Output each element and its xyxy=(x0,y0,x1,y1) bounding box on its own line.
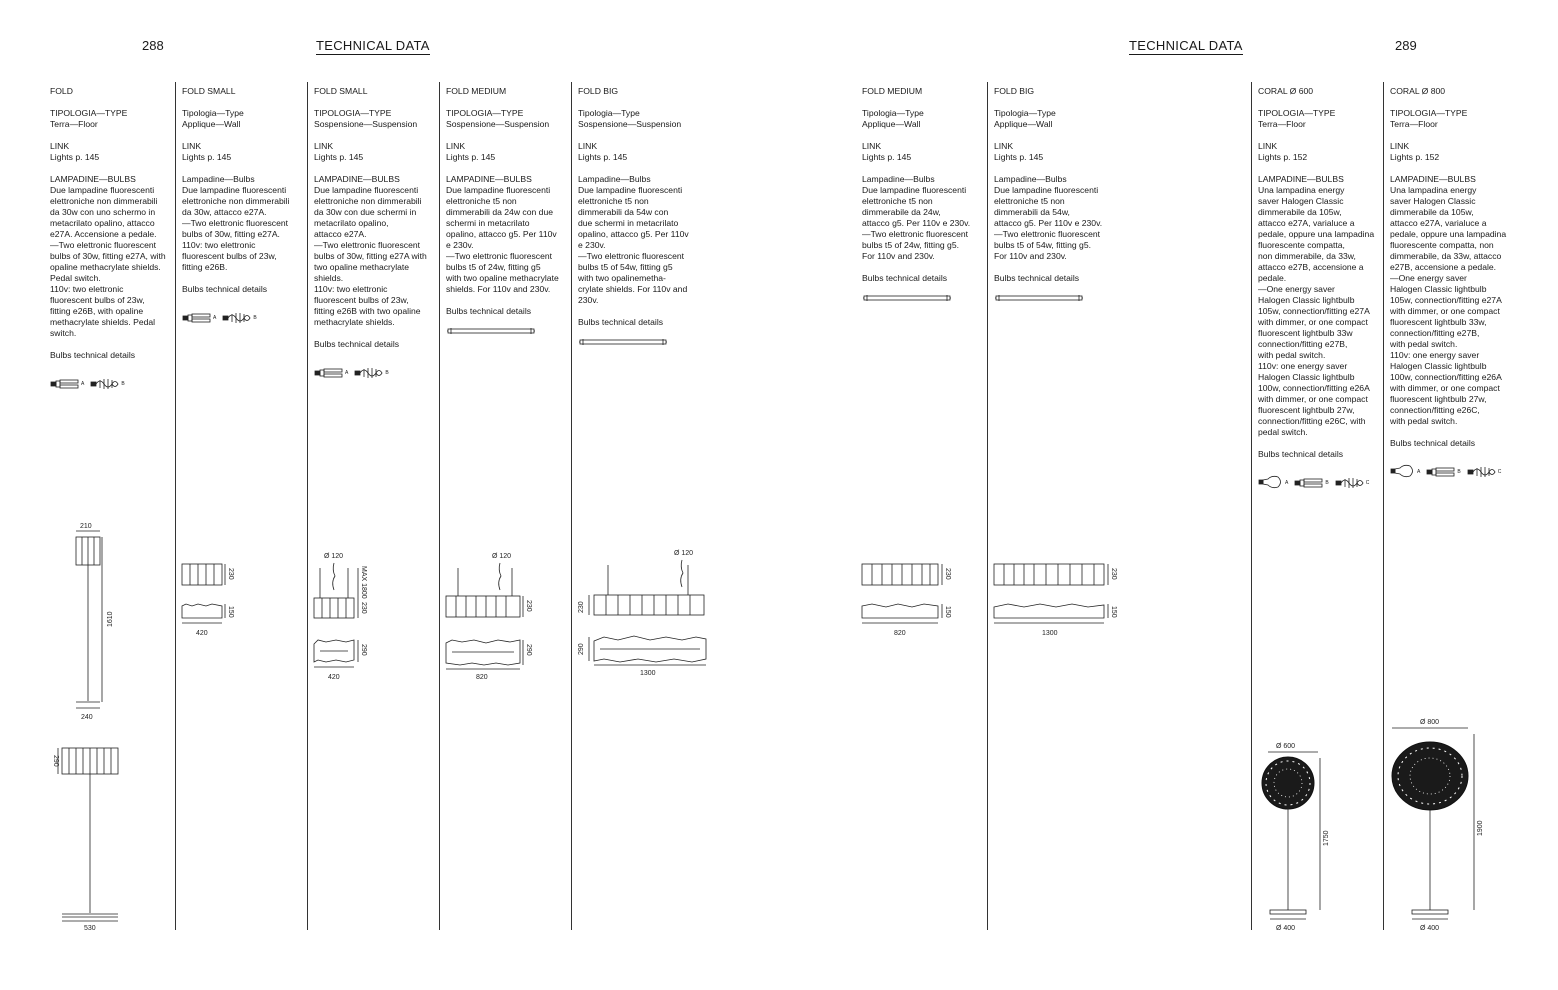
type-value: Sospensione—Suspension xyxy=(578,119,682,129)
bulbs-details-label: Bulbs technical details xyxy=(446,306,532,316)
t5-tube-icon xyxy=(862,294,953,302)
fold-floor-drawing xyxy=(46,515,176,935)
bulbs-details-label: Bulbs technical details xyxy=(182,284,268,294)
type-block xyxy=(1258,108,1380,130)
type-value: Terra—Floor xyxy=(50,119,98,129)
bulb-letter: C xyxy=(1497,469,1502,475)
bulbs-label: Lampadine—Bulbs xyxy=(182,174,255,184)
coral-800-drawing xyxy=(1386,714,1506,934)
bulb-letter: C xyxy=(1365,480,1370,486)
product-name: FOLD SMALL xyxy=(314,86,368,96)
column-divider xyxy=(307,82,308,930)
type-block xyxy=(314,108,436,130)
bulbs-block xyxy=(1258,174,1380,438)
link-label: LINK xyxy=(50,141,70,151)
type-block xyxy=(994,108,1116,130)
link-value[interactable]: Lights p. 145 xyxy=(446,152,496,162)
bulbs-block xyxy=(50,174,172,339)
dim-label: Ø 120 xyxy=(324,553,344,560)
dim-label: 290 xyxy=(578,643,585,655)
spec-column-fold-medium-wall xyxy=(862,86,984,305)
spec-column-fold-floor xyxy=(50,86,172,390)
link-label: LINK xyxy=(446,141,466,151)
product-name: FOLD xyxy=(50,86,73,96)
bulbs-details-label: Bulbs technical details xyxy=(50,350,136,360)
dim-label: 230 xyxy=(578,601,585,613)
fold-small-suspension-drawing xyxy=(310,548,390,683)
bulbs-label: LAMPADINE—BULBS xyxy=(50,174,136,184)
dim-label: 1750 xyxy=(1323,830,1330,846)
bulbs-label: Lampadine—Bulbs xyxy=(578,174,651,184)
link-block xyxy=(994,141,1116,163)
link-block xyxy=(182,141,304,163)
t5-tube-icon xyxy=(578,338,669,346)
t5-tube-icon xyxy=(994,294,1085,302)
type-value: Terra—Floor xyxy=(1390,119,1438,129)
dim-label: 1300 xyxy=(640,670,656,677)
link-label: LINK xyxy=(994,141,1014,151)
dim-label: 290 xyxy=(360,644,367,656)
page-number-right: 289 xyxy=(1395,38,1417,53)
bulbs-label: LAMPADINE—BULBS xyxy=(446,174,532,184)
bulbs-details-label: Bulbs technical details xyxy=(1258,449,1344,459)
column-divider xyxy=(439,82,440,930)
t5-tube-icon xyxy=(446,327,537,335)
type-label: TIPOLOGIA—TYPE xyxy=(1390,108,1468,118)
bulbs-description: Due lampadine fluorescenti elettroniche t5 non dimmerabile da 24w, attacco g5. Per 110v e 230v. —Two elettronic fluorescent bulbs t5 of 24w, fitting g5. For 110v and 230v. xyxy=(862,185,971,261)
type-label: Tipologia—Type xyxy=(862,108,924,118)
dim-label: 820 xyxy=(476,674,488,681)
dim-label: 420 xyxy=(196,630,208,637)
fluorescent-tube-bulb-icon xyxy=(1294,477,1328,489)
dim-label: Ø 600 xyxy=(1276,743,1296,750)
bulbs-label: LAMPADINE—BULBS xyxy=(1390,174,1476,184)
type-label: TIPOLOGIA—TYPE xyxy=(314,108,392,118)
spec-column-fold-small-wall xyxy=(182,86,304,324)
coral-600-drawing xyxy=(1254,738,1354,934)
fluorescent-tube-bulb-icon xyxy=(1426,466,1460,478)
bulb-icons xyxy=(182,304,304,324)
bulbs-label: Lampadine—Bulbs xyxy=(994,174,1067,184)
dim-label: 1610 xyxy=(107,611,114,627)
product-name: FOLD MEDIUM xyxy=(862,86,923,96)
page-title-left: TECHNICAL DATA xyxy=(316,38,430,53)
fold-medium-suspension-drawing xyxy=(442,548,542,683)
product-name: CORAL Ø 600 xyxy=(1258,86,1314,96)
link-label: LINK xyxy=(1258,141,1278,151)
bulb-letter: A xyxy=(1285,480,1289,486)
type-label: TIPOLOGIA—TYPE xyxy=(446,108,524,118)
bulbs-label: Lampadine—Bulbs xyxy=(862,174,935,184)
link-label: LINK xyxy=(314,141,334,151)
bulbs-description: Due lampadine fluorescenti elettroniche t5 non dimmerabili da 24w con due schermi in metacrilato opalino, attacco g5. Per 110v e 230v. —Two elettronic fluorescent bulbs t5 of 24w, fitting g5 with two opaline methacrylate shields. For 110v and 230v. xyxy=(446,185,559,294)
bulbs-details-label: Bulbs technical details xyxy=(862,273,948,283)
bulb-icons xyxy=(862,291,984,305)
dim-label: 150 xyxy=(227,606,234,618)
type-block xyxy=(50,108,172,130)
type-value: Sospensione—Suspension xyxy=(446,119,550,129)
dim-label: 150 xyxy=(1110,606,1117,618)
dim-label: Ø 800 xyxy=(1420,719,1440,726)
type-value: Applique—Wall xyxy=(994,119,1053,129)
bulb-icons xyxy=(1258,469,1380,489)
link-block xyxy=(50,141,172,163)
link-value[interactable]: Lights p. 145 xyxy=(994,152,1044,162)
bulb-letter: A xyxy=(81,381,85,387)
bulbs-block xyxy=(1390,174,1512,427)
type-value: Applique—Wall xyxy=(862,119,921,129)
dim-label: 1900 xyxy=(1477,820,1484,836)
spiral-bulb-icon xyxy=(354,367,388,379)
link-label: LINK xyxy=(862,141,882,151)
bulbs-block xyxy=(994,174,1116,262)
bulbs-description: Due lampadine fluorescenti elettroniche non dimmerabili da 30w, attacco e27A. —Two elettronic fluorescent bulbs of 30w, fitting e27A. 110v: two elettronic fluorescent bulbs of 23w, fitting e26B. xyxy=(182,185,290,272)
bulbs-description: Due lampadine fluorescenti elettroniche t5 non dimmerabili da 54w con due schermi in metacrilato opalino, attacco g5. Per 110v e 230v. —Two elettronic fluorescent bulbs t5 of 54w, fitting g5 with two opalinemetha- crylate shields. For 110v and 230v. xyxy=(578,185,689,305)
type-label: Tipologia—Type xyxy=(182,108,244,118)
link-block xyxy=(862,141,984,163)
link-value[interactable]: Lights p. 145 xyxy=(50,152,100,162)
column-divider xyxy=(1383,82,1384,930)
link-value[interactable]: Lights p. 145 xyxy=(314,152,364,162)
bulbs-details-label: Bulbs technical details xyxy=(578,317,664,327)
page-number-left: 288 xyxy=(142,38,164,53)
fluorescent-tube-bulb-icon xyxy=(314,367,348,379)
dim-label: 150 xyxy=(944,606,951,618)
fold-big-wall-drawing xyxy=(990,560,1140,640)
spec-column-fold-big-wall xyxy=(994,86,1116,305)
spec-column-coral-600 xyxy=(1258,86,1380,489)
link-block xyxy=(314,141,436,163)
spec-column-fold-big-suspension xyxy=(578,86,700,349)
dim-label: 230 xyxy=(1110,568,1117,580)
type-block xyxy=(446,108,568,130)
bulb-letter: B xyxy=(121,381,125,387)
bulb-letter: A xyxy=(213,315,217,321)
bulbs-block xyxy=(578,174,700,306)
link-value[interactable]: Lights p. 145 xyxy=(862,152,912,162)
type-value: Terra—Floor xyxy=(1258,119,1306,129)
type-label: Tipologia—Type xyxy=(994,108,1056,118)
link-block xyxy=(578,141,700,163)
column-divider xyxy=(987,82,988,930)
type-block xyxy=(862,108,984,130)
column-divider xyxy=(571,82,572,930)
bulbs-block xyxy=(446,174,568,295)
halogen-bulb-icon xyxy=(1390,464,1420,478)
dim-label: Ø 120 xyxy=(674,550,694,557)
spiral-bulb-icon xyxy=(90,378,124,390)
type-value: Applique—Wall xyxy=(182,119,241,129)
dim-label: 290 xyxy=(525,644,532,656)
bulb-letter: B xyxy=(385,370,389,376)
dim-label: 230 xyxy=(227,568,234,580)
bulb-letter: B xyxy=(1457,469,1461,475)
bulbs-block xyxy=(314,174,436,328)
bulb-icons xyxy=(446,324,568,338)
bulbs-description: Due lampadine fluorescenti elettroniche non dimmerabili da 30w con due schermi in metacrilato opalino, attacco e27A. —Two elettronic fluorescent bulbs of 30w, fitting e27A with two opaline methacrylate shields. 110v: two elettronic fluorescent bulbs of 23w, fitting e26B with two opaline methacrylate shields. xyxy=(314,185,427,327)
dim-label: Ø 400 xyxy=(1420,925,1440,932)
fold-small-wall-drawing xyxy=(178,560,248,640)
spiral-bulb-icon xyxy=(222,312,256,324)
link-label: LINK xyxy=(578,141,598,151)
bulbs-description: Una lampadina energy saver Halogen Classic dimmerabile da 105w, attacco e27A, varialuce a pedale, oppure una lampadina fluorescente compatta, non dimmerabile, da 33w, attacco e27B, accensione a pedale. —One energy saver Halogen Classic lightbulb 105w, connection/fitting e27A with dimmer, or one compact fluorescent lightbulb 33w, connection/fitting e27B, with pedal switch. 110v: one energy saver Halogen Classic lightbulb 100w, connection/fitting e26A with dimmer, or one compact fluorescent lightbulb 27w, connection/fitting e26C, with pedal switch. xyxy=(1390,185,1507,426)
bulbs-description: Una lampadina energy saver Halogen Classic dimmerabile da 105w, attacco e27A, varialuce a pedale, oppure una lampadina fluorescente compatta, non dimmerabile, da 33w, attacco e27B, accensione a pedale. —One energy saver Halogen Classic lightbulb 105w, connection/fitting e27A with dimmer, or one compact fluorescent lightbulb 33w connection/fitting e27B, with pedal switch. 110v: one energy saver Halogen Classic lightbulb 100w, connection/fitting e26A with dimmer, or one compact fluorescent lightbulb 27w, connection/fitting e26C, with pedal switch. xyxy=(1258,185,1375,437)
link-value[interactable]: Lights p. 145 xyxy=(182,152,232,162)
bulb-icons xyxy=(1390,458,1512,478)
spec-column-fold-small-suspension xyxy=(314,86,436,379)
product-name: FOLD BIG xyxy=(994,86,1035,96)
bulb-letter: B xyxy=(253,315,257,321)
bulbs-details-label: Bulbs technical details xyxy=(994,273,1080,283)
bulb-icons xyxy=(578,335,700,349)
spec-column-coral-800 xyxy=(1390,86,1512,478)
link-value[interactable]: Lights p. 145 xyxy=(578,152,628,162)
link-block xyxy=(1390,141,1512,163)
product-name: CORAL Ø 800 xyxy=(1390,86,1446,96)
bulbs-block xyxy=(182,174,304,273)
bulbs-label: LAMPADINE—BULBS xyxy=(1258,174,1344,184)
bulbs-label: LAMPADINE—BULBS xyxy=(314,174,400,184)
type-value: Sospensione—Suspension xyxy=(314,119,418,129)
link-block xyxy=(1258,141,1380,163)
dim-label: 240 xyxy=(81,714,93,721)
product-name: FOLD MEDIUM xyxy=(446,86,507,96)
bulb-icons xyxy=(314,359,436,379)
type-label: Tipologia—Type xyxy=(578,108,640,118)
link-value[interactable]: Lights p. 152 xyxy=(1258,152,1308,162)
bulb-letter: A xyxy=(345,370,349,376)
spec-column-fold-medium-suspension xyxy=(446,86,568,338)
type-block xyxy=(578,108,700,130)
dim-label: 820 xyxy=(894,630,906,637)
dim-label: MAX 1800 xyxy=(360,566,367,599)
dim-label: 420 xyxy=(328,674,340,681)
bulbs-description: Due lampadine fluorescenti elettroniche t5 non dimmerabili da 54w, attacco g5. Per 110v e 230v. —Two elettronic fluorescent bulbs t5 of 54w, fitting g5. For 110v and 230v. xyxy=(994,185,1103,261)
bulb-letter: B xyxy=(1325,480,1329,486)
page-title-right: TECHNICAL DATA xyxy=(1129,38,1243,53)
fluorescent-tube-bulb-icon xyxy=(50,378,84,390)
bulb-icons xyxy=(994,291,1116,305)
bulb-icons xyxy=(50,370,172,390)
link-value[interactable]: Lights p. 152 xyxy=(1390,152,1440,162)
coral-foliage xyxy=(1262,757,1314,809)
fold-medium-wall-drawing xyxy=(858,560,968,640)
dim-label: Ø 400 xyxy=(1276,925,1296,932)
type-block xyxy=(1390,108,1512,130)
dim-label: 530 xyxy=(84,925,96,932)
dim-label: 230 xyxy=(944,568,951,580)
fold-big-suspension-drawing xyxy=(574,545,714,680)
link-label: LINK xyxy=(1390,141,1410,151)
link-label: LINK xyxy=(182,141,202,151)
dim-label: Ø 120 xyxy=(492,553,512,560)
product-name: FOLD BIG xyxy=(578,86,619,96)
halogen-bulb-icon xyxy=(1258,475,1288,489)
bulbs-description: Due lampadine fluorescenti elettroniche non dimmerabili da 30w con uno schermo in metacrilato opalino, attacco e27A. Accensione a pedale. —Two elettronic fluorescent bulbs of 30w, fitting e27A, with opaline methacrylate shields. Pedal switch. 110v: two elettronic fluorescent bulbs of 23w, fitting e26B, with opaline methacrylate shields. Pedal switch. xyxy=(50,185,166,338)
dim-label: 230 xyxy=(525,600,532,612)
type-label: TIPOLOGIA—TYPE xyxy=(1258,108,1336,118)
column-divider xyxy=(1251,82,1252,930)
type-label: TIPOLOGIA—TYPE xyxy=(50,108,128,118)
type-block xyxy=(182,108,304,130)
dim-label: 1300 xyxy=(1042,630,1058,637)
coral-foliage xyxy=(1392,742,1468,810)
product-name: FOLD SMALL xyxy=(182,86,236,96)
fluorescent-tube-bulb-icon xyxy=(182,312,216,324)
bulbs-block xyxy=(862,174,984,262)
dim-label: 210 xyxy=(80,523,92,530)
spiral-bulb-icon xyxy=(1467,466,1502,478)
dim-label: 230 xyxy=(360,602,367,614)
bulbs-details-label: Bulbs technical details xyxy=(1390,438,1476,448)
spiral-bulb-icon xyxy=(1335,477,1370,489)
bulbs-details-label: Bulbs technical details xyxy=(314,339,400,349)
dim-label: 290 xyxy=(52,755,59,767)
link-block xyxy=(446,141,568,163)
bulb-letter: A xyxy=(1417,469,1421,475)
